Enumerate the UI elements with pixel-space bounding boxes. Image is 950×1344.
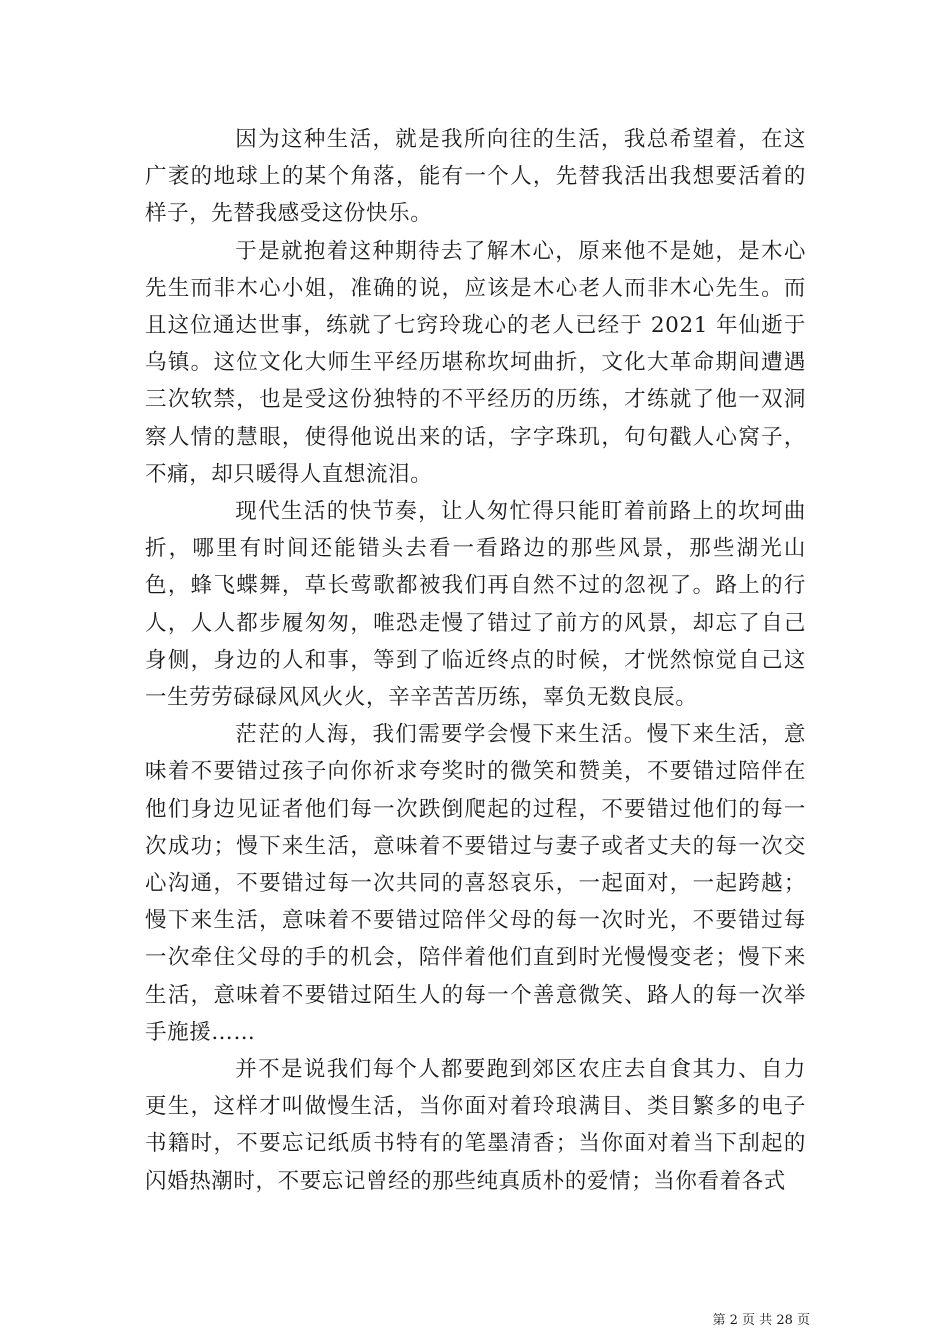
document-body: [145, 121, 806, 1200]
page-number-footer: 第 2 页 共 28 页: [712, 1313, 810, 1328]
paragraph: 茫茫的人海，我们需要学会慢下来生活。慢下来生活，意味着不要错过孩子向你祈求夸奖时的微笑和赞美，不要错过陪伴在他们身边见证者他们每一次跌倒爬起的过程，不要错过他们的每一次成功；慢下来生活，意味着不要错过与妻子或者丈夫的每一次交心沟通，不要错过每一次共同的喜怒哀乐，一起面对，一起跨越；慢下来生活，意味着不要错过陪伴父母的每一次时光，不要错过每一次牵住父母的手的机会，陪伴着他们直到时光慢慢变老；慢下来生活，意味着不要错过陌生人的每一个善意微笑、路人的每一次举手施援……: [145, 722, 806, 1045]
paragraph: 于是就抱着这种期待去了解木心，原来他不是她，是木心先生而非木心小姐，准确的说，应该是木心老人而非木心先生。而且这位通达世事，练就了七窍玲珑心的老人已经于 2021 年仙逝于乌镇。这位文化大师生平经历堪称坎坷曲折，文化大革命期间遭遇三次软禁，也是受这份独特的不平经历的历练，才练就了他一双洞察人情的慧眼，使得他说出来的话，字字珠玑，句句戳人心窝子，不痛，却只暖得人直想流泪。: [145, 238, 806, 487]
paragraph: 并不是说我们每个人都要跑到郊区农庄去自食其力、自力更生，这样才叫做慢生活，当你面对着玲琅满目、类目繁多的电子书籍时，不要忘记纸质书特有的笔墨清香；当你面对着当下刮起的闪婚热潮时，不要忘记曾经的那些纯真质朴的爱情；当你看着各式: [145, 1057, 806, 1194]
paragraph: 现代生活的快节奏，让人匆忙得只能盯着前路上的坎坷曲折，哪里有时间还能错头去看一看路边的那些风景，那些湖光山色，蜂飞蝶舞，草长莺歌都被我们再自然不过的忽视了。路上的行人，人人都步履匆匆，唯恐走慢了错过了前方的风景，却忘了自己身侧，身边的人和事，等到了临近终点的时候，才恍然惊觉自己这一生劳劳碌碌风风火火，辛辛苦苦历练，辜负无数良辰。: [145, 499, 806, 711]
paragraph: 因为这种生活，就是我所向往的生活，我总希望着，在这广袤的地球上的某个角落，能有一个人，先替我活出我想要活着的样子，先替我感受这份快乐。: [145, 127, 806, 227]
